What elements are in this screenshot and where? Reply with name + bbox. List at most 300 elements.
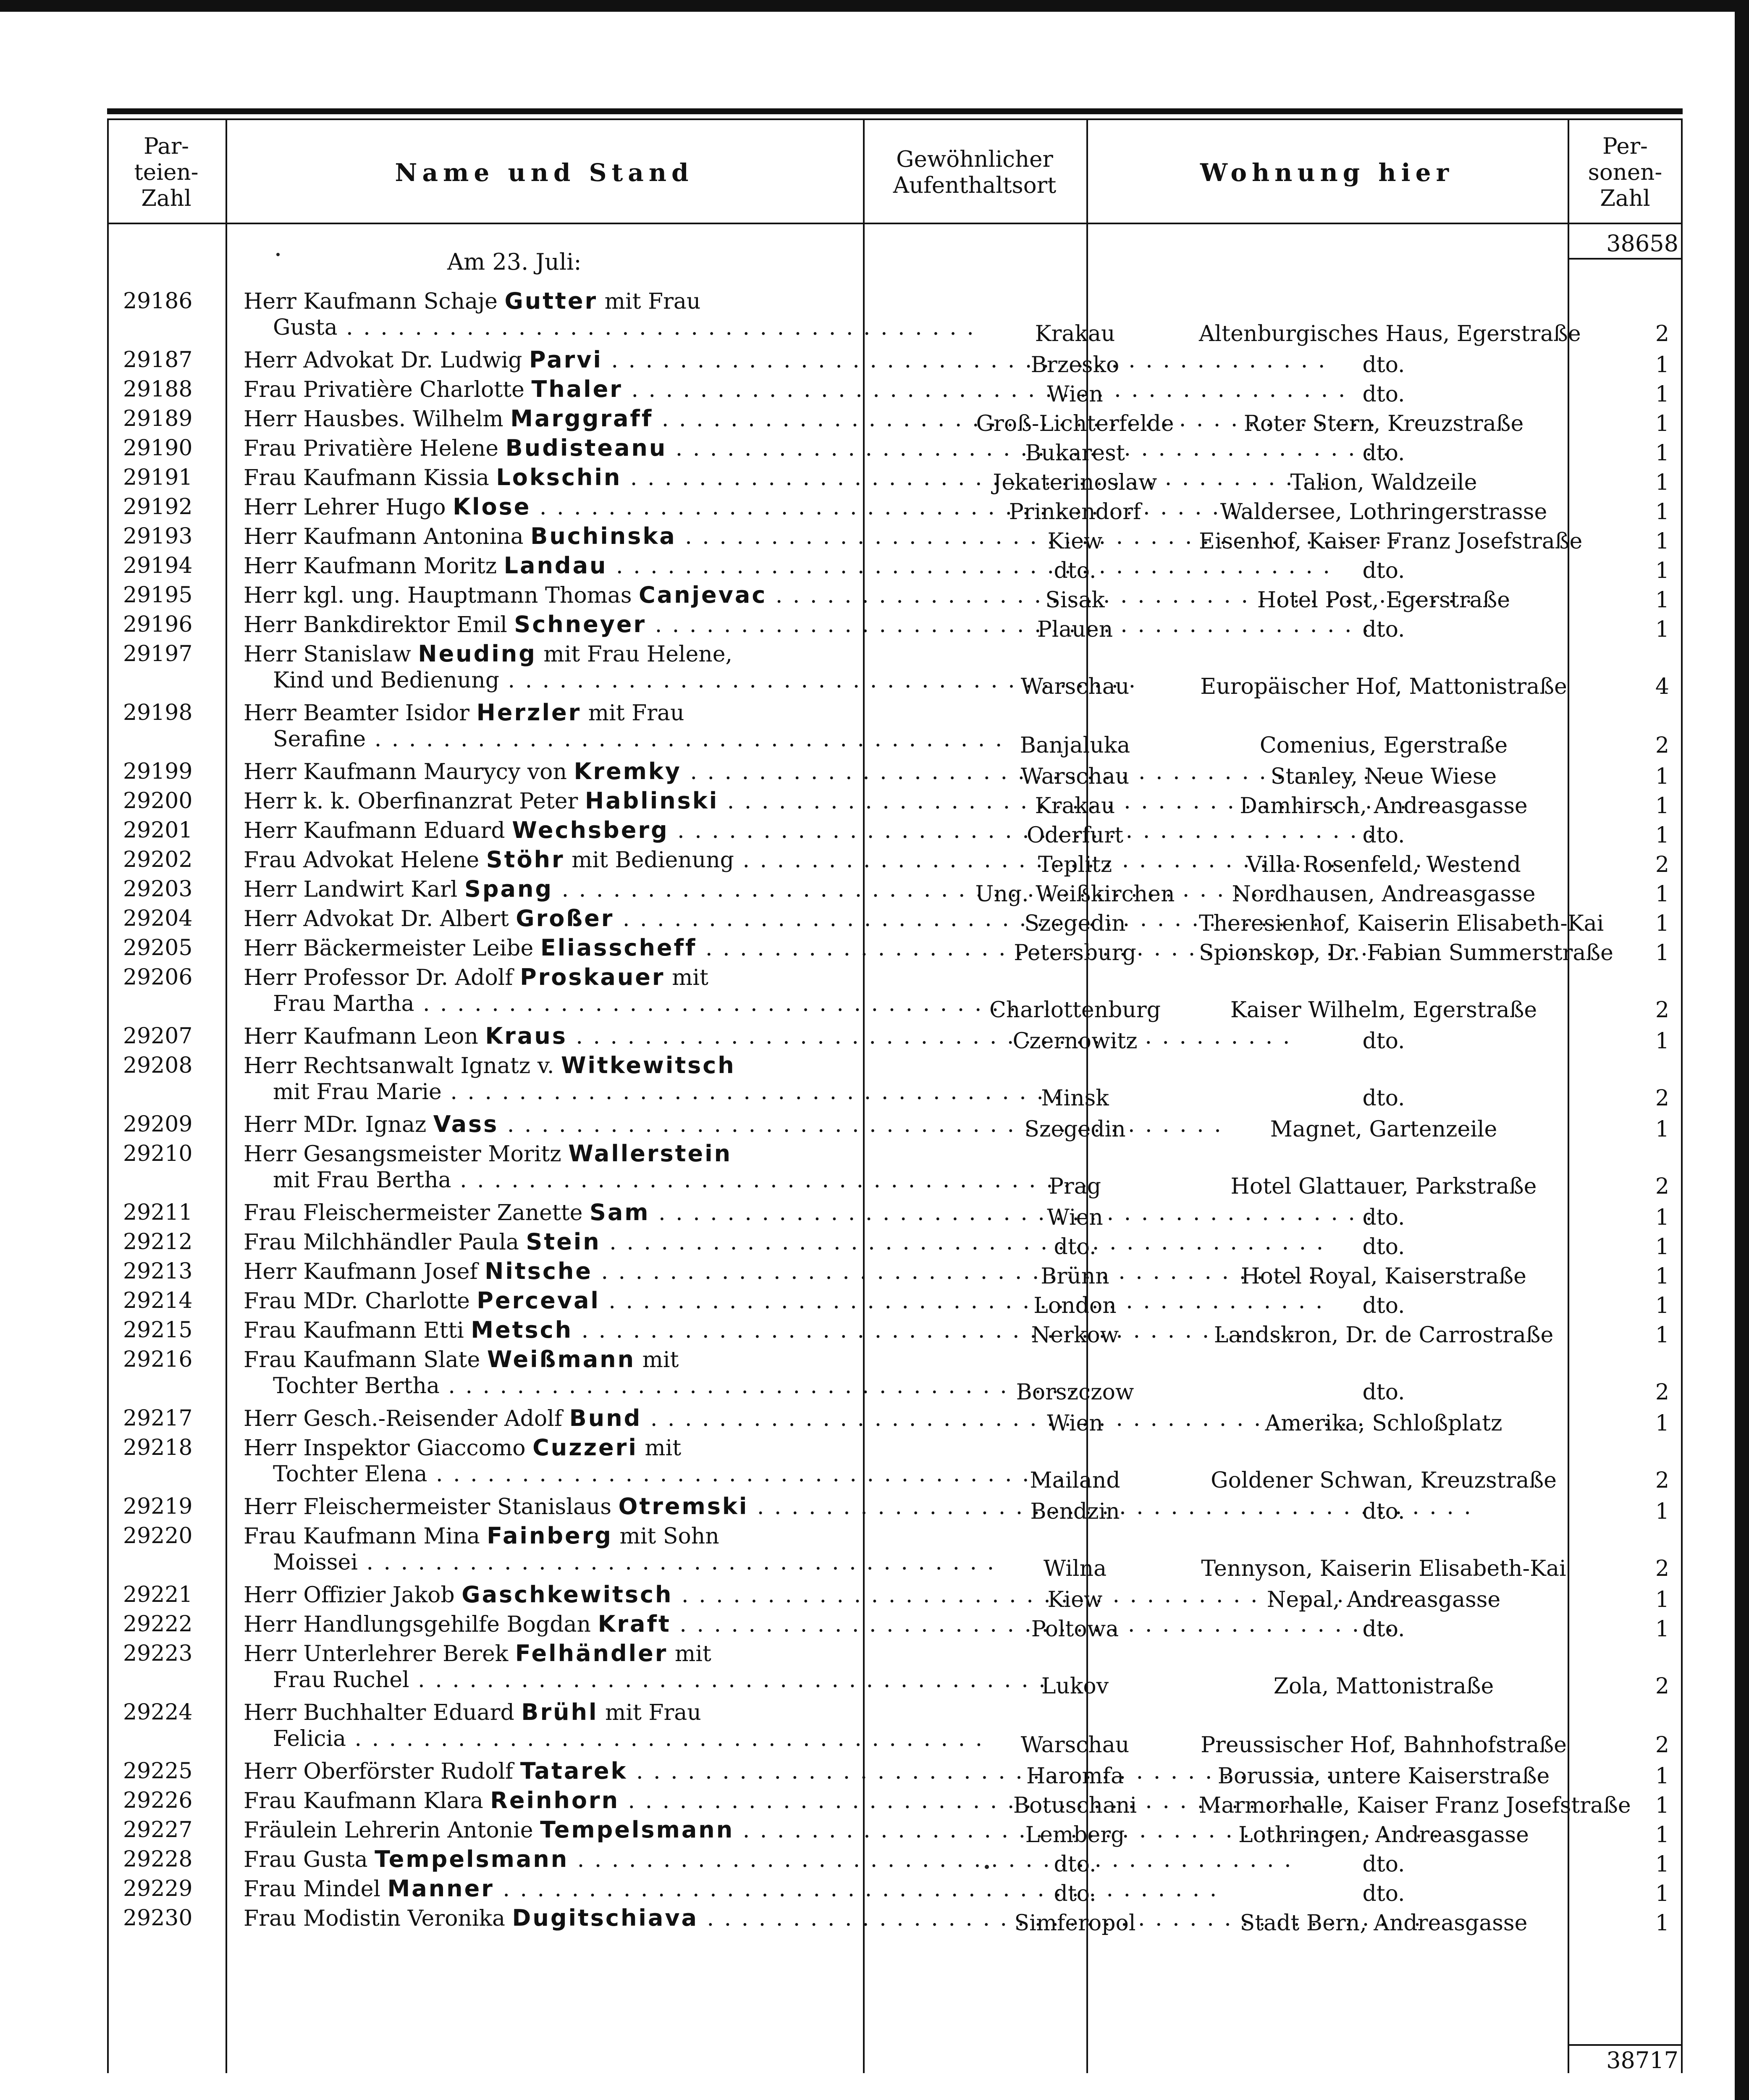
- party-number: 29216: [123, 1347, 193, 1372]
- usual-residence: Banjaluka: [1020, 733, 1130, 758]
- name-prefix: Frau Mindel: [244, 1877, 388, 1902]
- usual-residence: Groß-Lichterfelde: [976, 411, 1174, 436]
- register-row: [107, 1023, 1683, 1053]
- register-row: [107, 523, 1683, 553]
- surname: Vass: [433, 1111, 499, 1137]
- name-prefix: Herr Bankdirektor Emil: [244, 612, 514, 638]
- surname: Tempelsmann: [540, 1816, 734, 1843]
- person-count: 1: [1655, 1822, 1669, 1848]
- party-number: 29215: [123, 1318, 193, 1343]
- person-count: 2: [1655, 1380, 1669, 1405]
- local-address: dto.: [1362, 441, 1405, 466]
- surname: Hablinski: [585, 788, 719, 814]
- party-number: 29189: [123, 406, 193, 431]
- party-number: 29200: [123, 788, 193, 814]
- party-number: 29209: [123, 1112, 193, 1137]
- local-address: Hotel Post, Egerstraße: [1257, 588, 1510, 613]
- register-row: [107, 700, 1683, 759]
- local-address: dto.: [1362, 823, 1405, 848]
- person-count: 2: [1655, 733, 1669, 758]
- surname: Lokschin: [496, 464, 622, 491]
- party-number: 29210: [123, 1141, 193, 1166]
- person-count: 2: [1655, 852, 1669, 877]
- local-address: Altenburgisches Haus, Egerstraße: [1199, 321, 1581, 346]
- name-prefix: Herr Kaufmann Josef: [244, 1259, 485, 1284]
- local-address: Stadt Bern, Andreasgasse: [1240, 1911, 1528, 1936]
- party-number: 29225: [123, 1759, 193, 1784]
- local-address: Zola, Mattonistraße: [1273, 1674, 1494, 1699]
- name-prefix: Frau Kaufmann Slate: [244, 1347, 487, 1373]
- header-name-und-stand: Name und Stand: [395, 158, 694, 187]
- register-row: [107, 1405, 1683, 1435]
- person-count: 1: [1655, 1587, 1669, 1612]
- name-prefix: Frau Kaufmann Mina: [244, 1524, 487, 1549]
- surname: Otremski: [618, 1493, 749, 1520]
- party-number: 29206: [123, 965, 193, 990]
- local-address: dto.: [1362, 1029, 1405, 1054]
- usual-residence: Nerkow: [1031, 1323, 1119, 1348]
- page-total: 38717: [1606, 2047, 1678, 2074]
- name-and-status: [244, 612, 957, 638]
- usual-residence: Warschau: [1020, 1732, 1130, 1758]
- name-prefix: Herr Kaufmann Leon: [244, 1024, 485, 1049]
- header-personen-zahl: Per- sonen- Zahl: [1588, 133, 1662, 211]
- person-count: 1: [1655, 793, 1669, 819]
- name-continuation: Kind und Bedienung . . .: [244, 667, 957, 693]
- name-prefix: Herr Gesch.-Reisender Adolf: [244, 1406, 569, 1431]
- top-rule: [107, 108, 1683, 114]
- local-address: Roter Stern, Kreuzstraße: [1243, 411, 1524, 436]
- register-row: [107, 847, 1683, 876]
- name-prefix: Herr Oberförster Rudolf: [244, 1759, 520, 1784]
- person-count: 1: [1655, 1205, 1669, 1230]
- name-and-status: [244, 1053, 957, 1105]
- party-number: 29197: [123, 641, 193, 667]
- register-row: [107, 1347, 1683, 1405]
- name-and-status: [244, 1641, 957, 1693]
- name-prefix: Frau Advokat Helene: [244, 848, 486, 873]
- name-prefix: Herr Handlungsgehilfe Bogdan: [244, 1612, 598, 1637]
- register-row: [107, 1317, 1683, 1347]
- header-aufenthaltsort: Gewöhnlicher Aufenthaltsort: [893, 146, 1057, 198]
- name-prefix: Herr Unterlehrer Berek: [244, 1641, 515, 1667]
- name-prefix: Herr Inspektor Giaccomo: [244, 1436, 533, 1461]
- person-count: 1: [1655, 382, 1669, 407]
- surname: Reinhorn: [490, 1787, 620, 1814]
- register-row: [107, 1494, 1683, 1523]
- name-prefix: Herr kgl. ung. Hauptmann Thomas: [244, 583, 639, 608]
- name-continuation: Tochter Elena . . .: [244, 1461, 957, 1487]
- party-number: 29227: [123, 1817, 193, 1843]
- surname: Thaler: [531, 376, 623, 402]
- surname: Stein: [526, 1228, 601, 1255]
- person-count: 2: [1655, 1468, 1669, 1493]
- local-address: dto.: [1362, 1617, 1405, 1642]
- name-and-status: [244, 906, 957, 932]
- surname: Budisteanu: [505, 435, 667, 461]
- name-prefix: Frau Privatière Helene: [244, 436, 506, 461]
- register-row: [107, 935, 1683, 964]
- party-number: 29207: [123, 1024, 193, 1049]
- surname: Stöhr: [486, 846, 565, 873]
- local-address: Hotel Royal, Kaiserstraße: [1241, 1264, 1526, 1289]
- total-rule: [1568, 2044, 1681, 2046]
- name-and-status: [244, 1023, 957, 1050]
- surname: Landau: [503, 552, 608, 579]
- register-row: [107, 288, 1683, 347]
- person-count: 1: [1655, 352, 1669, 378]
- name-prefix: Herr Lehrer Hugo: [244, 495, 453, 520]
- name-prefix: Frau Kaufmann Klara: [244, 1788, 490, 1814]
- surname: Cuzzeri: [532, 1434, 638, 1461]
- register-row: [107, 1053, 1683, 1111]
- party-number: 29217: [123, 1406, 193, 1431]
- name-suffix: mit: [635, 1347, 679, 1373]
- surname: Felhändler: [515, 1640, 668, 1667]
- name-prefix: Herr Fleischermeister Stanislaus: [244, 1494, 619, 1520]
- person-count: 1: [1655, 470, 1669, 495]
- usual-residence: Bendzin: [1030, 1499, 1120, 1524]
- register-row: [107, 465, 1683, 494]
- usual-residence: Minsk: [1041, 1086, 1109, 1111]
- local-address: Eisenhof, Kaiser Franz Josefstraße: [1199, 529, 1583, 554]
- surname: Bund: [569, 1405, 642, 1431]
- party-number: 29219: [123, 1494, 193, 1519]
- surname: Proskauer: [520, 964, 665, 990]
- local-address: Comenius, Egerstraße: [1259, 733, 1508, 758]
- name-and-status: [244, 641, 957, 693]
- person-count: 1: [1655, 911, 1669, 936]
- name-and-status: [244, 376, 957, 403]
- register-row: [107, 1817, 1683, 1846]
- register-row: [107, 1611, 1683, 1641]
- name-and-status: [244, 1611, 957, 1638]
- party-number: 29230: [123, 1906, 193, 1931]
- name-and-status: [244, 1582, 957, 1608]
- party-number: 29187: [123, 347, 193, 373]
- name-prefix: Herr Kaufmann Schaje: [244, 289, 505, 314]
- name-prefix: Herr Advokat Dr. Albert: [244, 906, 516, 932]
- person-count: 1: [1655, 1293, 1669, 1318]
- local-address: Spionskop, Dr. Fabian Summerstraße: [1199, 940, 1613, 966]
- surname: Wallerstein: [568, 1140, 732, 1167]
- usual-residence: Warschau: [1020, 674, 1130, 699]
- usual-residence: Oderfurt: [1026, 823, 1124, 848]
- register-row: [107, 1258, 1683, 1288]
- person-count: 1: [1655, 1029, 1669, 1054]
- name-continuation: Moissei . . .: [244, 1549, 957, 1575]
- name-prefix: Herr Beamter Isidor: [244, 701, 477, 726]
- surname: Fainberg: [487, 1522, 613, 1549]
- local-address: Landskron, Dr. de Carrostraße: [1214, 1323, 1554, 1348]
- name-prefix: Frau Gusta: [244, 1847, 375, 1872]
- name-and-status: [244, 1758, 957, 1785]
- name-and-status: [244, 465, 957, 491]
- name-and-status: [244, 788, 957, 814]
- local-address: Nepal, Andreasgasse: [1267, 1587, 1501, 1612]
- surname: Neuding: [418, 640, 537, 667]
- name-and-status: [244, 964, 957, 1017]
- surname: Herzler: [476, 699, 582, 726]
- name-prefix: Herr Bäckermeister Leibe: [244, 936, 540, 961]
- usual-residence: Szegedin: [1024, 1117, 1126, 1142]
- surname: Tempelsmann: [375, 1846, 569, 1872]
- usual-residence: dto.: [1054, 1881, 1096, 1906]
- local-address: dto.: [1362, 1852, 1405, 1877]
- local-address: Stanley, Neue Wiese: [1270, 764, 1497, 789]
- name-prefix: Frau Fleischermeister Zanette: [244, 1200, 590, 1226]
- register-page: [107, 108, 1683, 2074]
- name-and-status: [244, 1817, 957, 1843]
- name-and-status: [244, 406, 957, 432]
- local-address: dto.: [1362, 1380, 1405, 1405]
- person-count: 2: [1655, 1732, 1669, 1758]
- register-row: [107, 1788, 1683, 1817]
- top-rule-thin: [107, 118, 1683, 120]
- name-suffix: mit Frau: [598, 289, 701, 314]
- person-count: 1: [1655, 1411, 1669, 1436]
- usual-residence: dto.: [1054, 1852, 1096, 1877]
- name-prefix: Herr Hausbes. Wilhelm: [244, 407, 511, 432]
- name-and-status: [244, 347, 957, 373]
- usual-residence: Ung. Weißkirchen: [975, 882, 1175, 907]
- name-and-status: [244, 1788, 957, 1814]
- register-row: [107, 1435, 1683, 1494]
- surname: Canjevac: [639, 582, 767, 608]
- usual-residence: Simferopol: [1014, 1911, 1136, 1936]
- name-continuation: Gusta . . .: [244, 315, 957, 341]
- register-row: [107, 406, 1683, 435]
- surname: Perceval: [477, 1287, 600, 1314]
- local-address: dto.: [1362, 1293, 1405, 1318]
- register-row: [107, 876, 1683, 906]
- name-prefix: Herr Kaufmann Moritz: [244, 554, 504, 579]
- person-count: 1: [1655, 499, 1669, 525]
- surname: Buchinska: [530, 523, 677, 549]
- person-count: 2: [1655, 1556, 1669, 1581]
- name-continuation: Frau Martha . . .: [244, 991, 957, 1017]
- name-and-status: [244, 817, 957, 844]
- usual-residence: Botuschani: [1013, 1793, 1137, 1818]
- person-count: 1: [1655, 558, 1669, 583]
- name-prefix: Herr Professor Dr. Adolf: [244, 965, 520, 990]
- local-address: dto.: [1362, 352, 1405, 378]
- usual-residence: Sisak: [1045, 588, 1105, 613]
- person-count: 1: [1655, 764, 1669, 789]
- name-suffix: mit: [637, 1436, 682, 1461]
- usual-residence: Petersburg: [1014, 940, 1136, 966]
- local-address: dto.: [1362, 1499, 1405, 1524]
- name-prefix: Frau Kaufmann Kissia: [244, 465, 496, 491]
- party-number: 29190: [123, 436, 193, 461]
- name-suffix: mit Sohn: [612, 1524, 719, 1549]
- person-count: 1: [1655, 441, 1669, 466]
- local-address: Theresienhof, Kaiserin Elisabeth-Kai: [1199, 911, 1604, 936]
- party-number: 29195: [123, 583, 193, 608]
- date-heading: Am 23. Juli:: [447, 249, 582, 275]
- surname: Witkewitsch: [561, 1052, 736, 1079]
- name-and-status: [244, 1317, 957, 1344]
- surname: Weißmann: [487, 1346, 636, 1373]
- name-and-status: [244, 1347, 957, 1399]
- local-address: dto.: [1362, 1086, 1405, 1111]
- usual-residence: Borszczow: [1016, 1380, 1134, 1405]
- surname: Kraft: [598, 1611, 671, 1637]
- surname: Großer: [516, 905, 614, 932]
- usual-residence: Krakau: [1035, 321, 1115, 346]
- name-continuation: Tochter Bertha . . .: [244, 1373, 957, 1399]
- register-row: [107, 759, 1683, 788]
- surname: Metsch: [471, 1317, 573, 1343]
- party-number: 29205: [123, 935, 193, 961]
- usual-residence: Mailand: [1030, 1468, 1120, 1493]
- local-address: Magnet, Gartenzeile: [1270, 1117, 1497, 1142]
- local-address: Marmorhalle, Kaiser Franz Josefstraße: [1199, 1793, 1631, 1818]
- register-row: [107, 347, 1683, 376]
- local-address: Lothringen, Andreasgasse: [1238, 1822, 1529, 1848]
- person-count: 1: [1655, 1499, 1669, 1524]
- name-and-status: [244, 1905, 957, 1932]
- name-prefix: Herr Buchhalter Eduard: [244, 1700, 522, 1725]
- party-number: 29228: [123, 1847, 193, 1872]
- name-continuation: mit Frau Bertha . . .: [244, 1167, 957, 1193]
- register-row: [107, 1641, 1683, 1699]
- register-row: [107, 906, 1683, 935]
- local-address: Tennyson, Kaiserin Elisabeth-Kai: [1201, 1556, 1566, 1581]
- party-number: 29199: [123, 759, 193, 784]
- person-count: 1: [1655, 1264, 1669, 1289]
- party-number: 29223: [123, 1641, 193, 1666]
- person-count: 1: [1655, 1617, 1669, 1642]
- person-count: 2: [1655, 1174, 1669, 1199]
- register-row: [107, 1846, 1683, 1876]
- person-count: 1: [1655, 1323, 1669, 1348]
- party-number: 29186: [123, 289, 193, 314]
- person-count: 1: [1655, 1852, 1669, 1877]
- usual-residence: Brzesko: [1031, 352, 1120, 378]
- usual-residence: Wien: [1047, 1411, 1103, 1436]
- usual-residence: Wien: [1047, 1205, 1103, 1230]
- party-number: 29214: [123, 1288, 193, 1313]
- register-row: [107, 1200, 1683, 1229]
- name-and-status: [244, 435, 957, 462]
- name-prefix: Frau Milchhändler Paula: [244, 1230, 526, 1255]
- usual-residence: dto.: [1054, 1234, 1096, 1260]
- person-count: 1: [1655, 588, 1669, 613]
- name-and-status: [244, 523, 957, 550]
- surname: Kraus: [485, 1023, 567, 1049]
- name-prefix: Herr Kaufmann Eduard: [244, 818, 512, 843]
- register-row: [107, 582, 1683, 612]
- person-count: 4: [1655, 674, 1669, 699]
- party-number: 29192: [123, 494, 193, 520]
- register-row: [107, 1699, 1683, 1758]
- usual-residence: Prinkendorf: [1009, 499, 1141, 525]
- usual-residence: Plauen: [1037, 617, 1113, 642]
- register-row: [107, 1905, 1683, 1935]
- name-prefix: Herr Stanislaw: [244, 642, 418, 667]
- name-and-status: [244, 700, 957, 752]
- party-number: 29203: [123, 877, 193, 902]
- party-number: 29221: [123, 1582, 193, 1607]
- surname: Sam: [589, 1199, 650, 1226]
- register-row: [107, 788, 1683, 817]
- name-and-status: [244, 759, 957, 785]
- surname: Klose: [453, 494, 531, 520]
- party-number: 29224: [123, 1700, 193, 1725]
- usual-residence: Warschau: [1020, 764, 1130, 789]
- local-address: dto.: [1362, 617, 1405, 642]
- usual-residence: Szegedin: [1024, 911, 1126, 936]
- person-count: 2: [1655, 1086, 1669, 1111]
- register-row: [107, 1141, 1683, 1200]
- party-number: 29196: [123, 612, 193, 637]
- usual-residence: dto.: [1054, 558, 1096, 583]
- carry-forward-total: 38658: [1606, 230, 1678, 257]
- local-address: dto.: [1362, 382, 1405, 407]
- register-row: [107, 641, 1683, 700]
- person-count: 2: [1655, 321, 1669, 346]
- name-prefix: Herr Offizier Jakob: [244, 1583, 462, 1608]
- person-count: 1: [1655, 411, 1669, 436]
- party-number: 29201: [123, 818, 193, 843]
- surname: Brühl: [521, 1699, 598, 1725]
- party-number: 29198: [123, 700, 193, 725]
- name-and-status: [244, 494, 957, 520]
- scan-speck: [985, 1865, 989, 1869]
- register-row: [107, 1523, 1683, 1582]
- usual-residence: Kiew: [1047, 529, 1103, 554]
- name-and-status: [244, 876, 957, 903]
- local-address: Nordhausen, Andreasgasse: [1232, 882, 1536, 907]
- register-row: [107, 1288, 1683, 1317]
- party-number: 29204: [123, 906, 193, 931]
- name-prefix: Frau Privatière Charlotte: [244, 377, 532, 402]
- usual-residence: Lukov: [1041, 1674, 1109, 1699]
- name-suffix: mit: [668, 1641, 711, 1667]
- name-prefix: Herr Kaufmann Antonina: [244, 524, 531, 549]
- local-address: Villa Rosenfeld, Westend: [1246, 852, 1521, 877]
- name-and-status: [244, 1523, 957, 1575]
- surname: Gaschkewitsch: [462, 1581, 673, 1608]
- local-address: dto.: [1362, 1234, 1405, 1260]
- party-number: 29229: [123, 1876, 193, 1901]
- local-address: Europäischer Hof, Mattonistraße: [1200, 674, 1567, 699]
- name-and-status: [244, 847, 957, 873]
- usual-residence: Haromfa: [1026, 1764, 1124, 1789]
- person-count: 1: [1655, 529, 1669, 554]
- scan-border-top: [0, 0, 1749, 12]
- register-row: [107, 494, 1683, 523]
- local-address: Borussia, untere Kaiserstraße: [1217, 1764, 1550, 1789]
- usual-residence: Lemberg: [1025, 1822, 1125, 1848]
- name-prefix: Herr Rechtsanwalt Ignatz v.: [244, 1053, 561, 1079]
- register-row: [107, 1229, 1683, 1258]
- name-prefix: Fräulein Lehrerin Antonie: [244, 1818, 540, 1843]
- scan-speck: [276, 253, 280, 256]
- party-number: 29208: [123, 1053, 193, 1078]
- name-and-status: [244, 935, 957, 961]
- party-number: 29212: [123, 1229, 193, 1255]
- usual-residence: Czernowitz: [1012, 1029, 1138, 1054]
- name-and-status: [244, 1699, 957, 1752]
- person-count: 1: [1655, 1793, 1669, 1818]
- usual-residence: Bukarest: [1025, 441, 1125, 466]
- usual-residence: Krakau: [1035, 793, 1115, 819]
- party-number: 29188: [123, 377, 193, 402]
- name-and-status: [244, 1405, 957, 1432]
- party-number: 29194: [123, 553, 193, 578]
